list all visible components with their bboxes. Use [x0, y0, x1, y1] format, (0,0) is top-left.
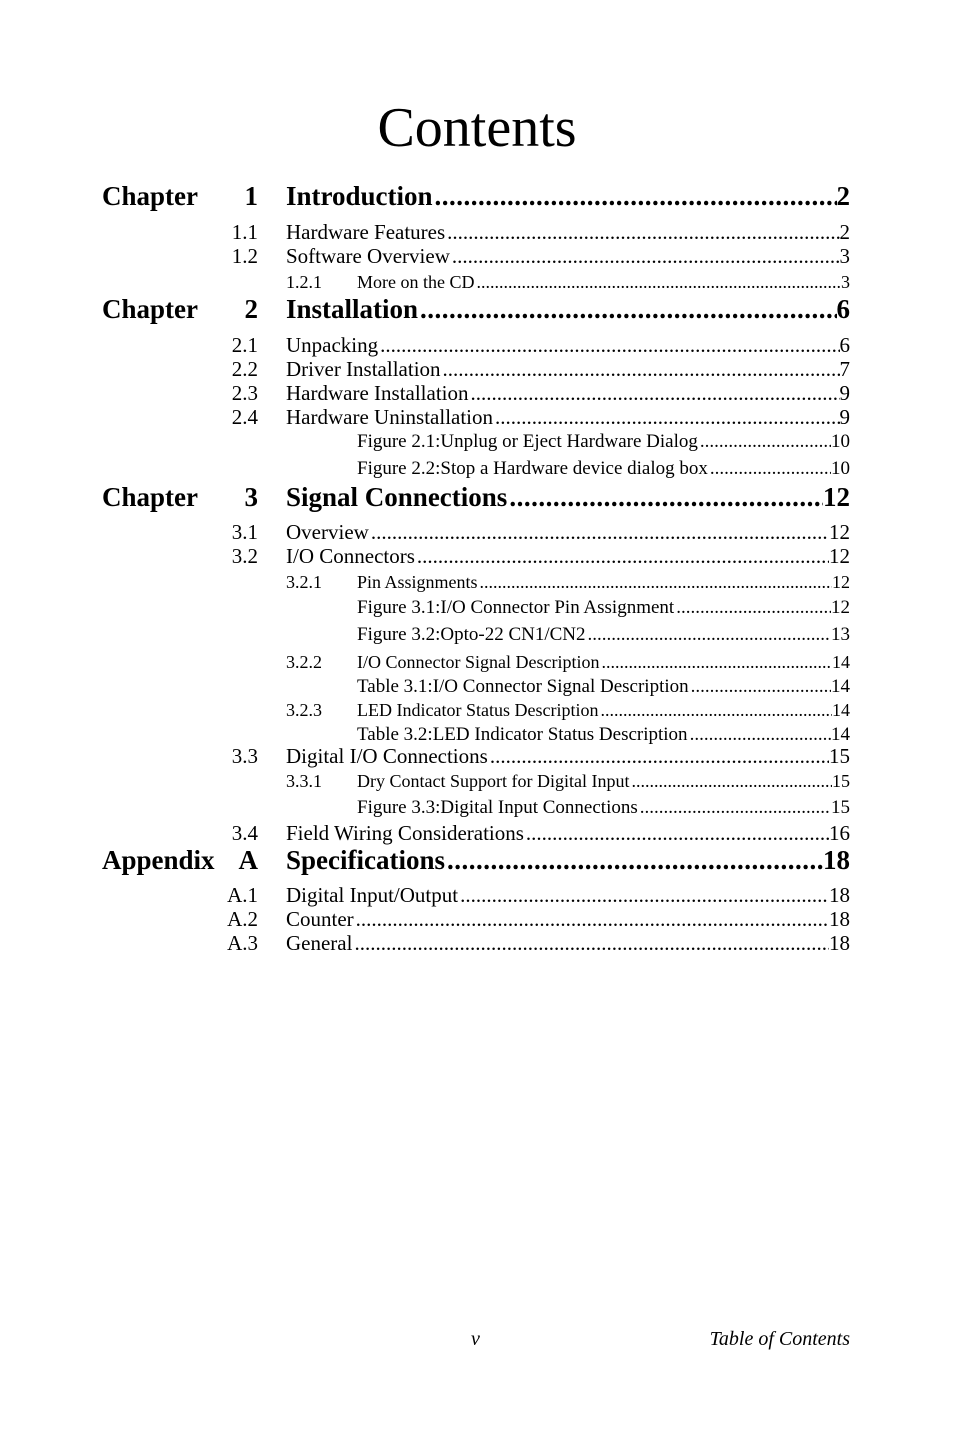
- toc-chapter-entry: [286, 294, 850, 325]
- toc-section-number: 3.2: [231, 544, 258, 568]
- toc-section-number: A.2: [227, 907, 258, 931]
- toc-chapter-label: Chapter: [102, 482, 198, 512]
- toc-entry-title: Dry Contact Support for Digital Input: [357, 771, 630, 791]
- toc-chapter-number: 3: [244, 482, 258, 512]
- toc-section-entry: [286, 931, 850, 956]
- toc-chapter-label: Appendix: [102, 845, 215, 875]
- toc-page-number: 7: [839, 357, 850, 381]
- dot-leader: [708, 458, 831, 480]
- toc-chapter-entry: [286, 845, 850, 876]
- toc-page-number: 6: [836, 294, 850, 324]
- toc-section-number: 1.2: [231, 244, 258, 268]
- toc-page-number: 18: [823, 845, 850, 875]
- toc-page-number: 14: [832, 652, 850, 672]
- toc-page-number: 3: [839, 244, 850, 268]
- toc-subsection-row[interactable]: [0, 263, 954, 297]
- toc-entry-title: Driver Installation: [286, 357, 441, 381]
- toc-page-number: 6: [839, 333, 850, 357]
- toc-section-number: 3.3: [231, 744, 258, 768]
- toc-page-number: 12: [829, 544, 850, 568]
- toc-chapter-entry: [286, 482, 850, 513]
- toc-entry-title: Hardware Uninstallation: [286, 405, 494, 429]
- toc-entry-title: Figure 3.3:Digital Input Connections: [357, 797, 638, 818]
- footer-title: Table of Contents: [709, 1328, 850, 1350]
- toc-page-number: 2: [839, 220, 850, 244]
- toc-section-number: 3.4: [231, 821, 258, 845]
- toc-page-number: 14: [832, 700, 850, 720]
- toc-chapter-entry: [286, 181, 850, 212]
- toc-section-number: A.1: [227, 883, 258, 907]
- toc-subsection-number: 3.2.3: [286, 700, 322, 720]
- dot-leader: [433, 181, 837, 212]
- toc-entry-title: Pin Assignments: [357, 572, 478, 592]
- toc-chapter-number: 2: [244, 294, 258, 324]
- toc-chapter-row[interactable]: [0, 295, 954, 329]
- toc-page-number: 12: [831, 597, 850, 618]
- toc-chapter-number: 1: [244, 181, 258, 211]
- toc-section-number: 2.4: [231, 405, 258, 429]
- toc-entry-title: Hardware Features: [286, 220, 446, 244]
- toc-page-number: 2: [836, 181, 850, 211]
- toc-chapter-row[interactable]: [0, 483, 954, 517]
- toc-section-number: 2.3: [231, 381, 258, 405]
- toc-section-number: A.3: [227, 931, 258, 955]
- toc-entry-title: Installation: [286, 294, 419, 324]
- toc-entry-title: Table 3.1:I/O Connector Signal Description: [357, 676, 689, 697]
- toc-entry-title: Counter: [286, 907, 354, 931]
- dot-leader: [474, 272, 841, 293]
- toc-entry-title: I/O Connector Signal Description: [357, 652, 600, 672]
- toc-chapter-row[interactable]: [0, 846, 954, 880]
- toc-section-number: 2.1: [231, 333, 258, 357]
- toc-entry-title: I/O Connectors: [286, 544, 415, 568]
- toc-section-number: 2.2: [231, 357, 258, 381]
- dot-leader: [507, 482, 823, 513]
- toc-section-entry: [286, 821, 850, 846]
- toc-page-number: 13: [831, 624, 850, 645]
- toc-entry-title: Figure 3.1:I/O Connector Pin Assignment: [357, 597, 675, 618]
- toc-chapter-row[interactable]: [0, 182, 954, 216]
- toc-page-number: 14: [831, 676, 850, 697]
- toc-subsection-number: 3.3.1: [286, 771, 322, 791]
- footer-page-number: v: [471, 1328, 480, 1350]
- dot-leader: [418, 294, 836, 325]
- toc-page-number: 9: [839, 381, 850, 405]
- toc-entry-title: Specifications: [286, 845, 445, 875]
- toc-page-number: 15: [831, 797, 850, 818]
- page-title: Contents: [377, 97, 577, 159]
- toc-page-number: 18: [829, 883, 850, 907]
- dot-leader: [524, 821, 829, 846]
- toc-page-number: 9: [839, 405, 850, 429]
- toc-page-number: 16: [829, 821, 850, 845]
- toc-subsection-number: 3.2.1: [286, 572, 322, 592]
- toc-entry-title: Digital I/O Connections: [286, 744, 488, 768]
- dot-leader: [445, 845, 823, 876]
- toc-chapter-label: Chapter: [102, 294, 198, 324]
- toc-page-number: 15: [829, 744, 850, 768]
- toc-page-number: 15: [832, 771, 850, 791]
- toc-entry-title: Figure 2.2:Stop a Hardware device dialog box: [357, 458, 708, 479]
- toc-chapter-label: Chapter: [102, 181, 198, 211]
- toc-entry-title: Signal Connections: [286, 482, 508, 512]
- toc-entry-title: Table 3.2:LED Indicator Status Description: [357, 724, 688, 745]
- toc-entry-title: Unpacking: [286, 333, 379, 357]
- toc-figure-entry: [357, 458, 850, 480]
- toc-entry-title: Hardware Installation: [286, 381, 469, 405]
- toc-chapter-number: A: [238, 845, 258, 875]
- toc-subsection-number: 1.2.1: [286, 272, 322, 292]
- toc-page-number: 3: [841, 272, 850, 292]
- toc-page-number: 12: [823, 482, 850, 512]
- toc-entry-title: More on the CD: [357, 272, 475, 292]
- toc-subsection-number: 3.2.2: [286, 652, 322, 672]
- toc-entry-title: Introduction: [286, 181, 433, 211]
- toc-page-number: 10: [831, 431, 850, 452]
- toc-figure-row[interactable]: [0, 450, 954, 484]
- toc-section-number: 1.1: [231, 220, 258, 244]
- toc-entry-title: Overview: [286, 520, 369, 544]
- toc-section-row[interactable]: [0, 926, 954, 960]
- toc-section-number: 3.1: [231, 520, 258, 544]
- dot-leader: [352, 931, 829, 956]
- toc-subsection-entry: [357, 272, 850, 293]
- toc-entry-title: Figure 3.2:Opto-22 CN1/CN2: [357, 624, 586, 645]
- toc-page-number: 10: [831, 458, 850, 479]
- toc-entry-title: Figure 2.1:Unplug or Eject Hardware Dialog: [357, 431, 698, 452]
- toc-entry-title: LED Indicator Status Description: [357, 700, 599, 720]
- toc-page-number: 18: [829, 931, 850, 955]
- toc-entry-title: Software Overview: [286, 244, 450, 268]
- toc-page-number: 18: [829, 907, 850, 931]
- toc-entry-title: Digital Input/Output: [286, 883, 459, 907]
- toc-entry-title: General: [286, 931, 353, 955]
- toc-page-number: 14: [831, 724, 850, 745]
- toc-page-number: 12: [829, 520, 850, 544]
- toc-page-number: 12: [832, 572, 850, 592]
- toc-entry-title: Field Wiring Considerations: [286, 821, 524, 845]
